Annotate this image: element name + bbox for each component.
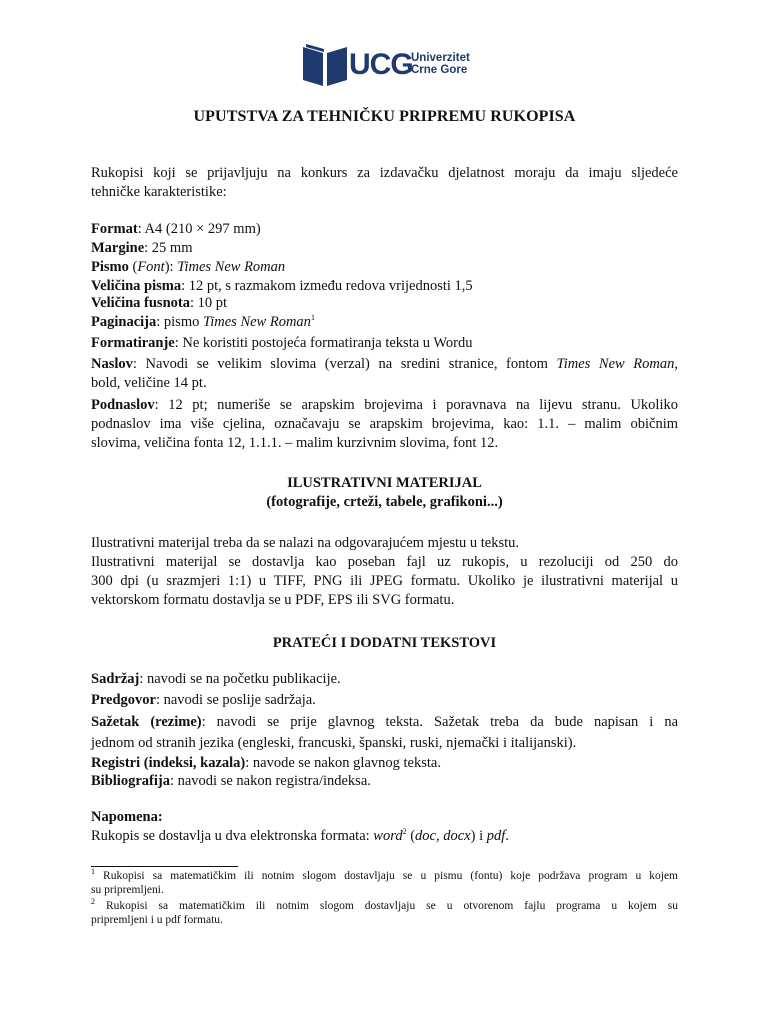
item-bibliografija: Bibliografija: navodi se nakon registra/indeksa. xyxy=(91,773,371,789)
ilustrativni-paragraph: Ilustrativni materijal treba da se nalazi na odgovarajućem mjestu u tekstu. Ilustrativni materijal se dostavlja kao poseban fajl uz rukopis, u rezoluciji od 250 do 300 dpi (u srazmjeri 1:1) u TIFF, PNG ili JPEG formatu. Ukoliko je ilustrativni materijal u vektorskom formatu dostavlja se u PDF, EPS ili SVG formatu. xyxy=(91,535,678,608)
university-logo xyxy=(303,44,473,86)
specs-list: Format: A4 (210 × 297 mm) Margine: 25 mm Pismo (Font): Times New Roman Veličina pisma: 12 pt, s razmakom između redova vrijednosti 1,5 Veličina fusnota: 10 pt Paginacija: pismo Times New Roman$^1$ Formatiranje: Ne koristiti postojeća formatiranja teksta u Wordu Naslov: Navodi se velikim slovima (verzal) na sredini stranice, fontom Times New Roman, bold, veličine 14 pt. Podnaslov: 12 pt; numeriše se arapskim brojevima i poravnava na lijevu stranu. Ukoliko podnaslov ima više cjelina, označavaju se arapskim brojevima, kao: 1.1. – malim običnim slovima, veličina fonta 12, 1.1.1. – malim kurzivnim slovima, font 12. xyxy=(91,221,678,451)
item-registri: Registri (indeksi, kazala): navode se nakon glavnog teksta. xyxy=(91,755,441,771)
item-predgovor: Predgovor: navodi se poslije sadržaja. xyxy=(91,692,316,708)
logo-subtitle: Univerzitet Crne Gore xyxy=(411,52,470,76)
spec-format: Format: A4 (210 × 297 mm) xyxy=(91,221,261,237)
prateci-list: Sadržaj: navodi se na početku publikacije. Predgovor: navodi se poslije sadržaja. Sažetak (rezime): navodi se prije glavnog teksta. Sažetak treba da bude napisan i na jednom od stranih jezika (engleski, francuski, španski, ruski, njemački i italijanski). Registri (indeksi, kazala): navode se nakon glavnog teksta. Bibliografija: navodi se nakon registra/indeksa. xyxy=(91,671,678,789)
item-sazetak: Sažetak (rezime): navodi se prije glavnog teksta. Sažetak treba da bude napisan i na xyxy=(91,714,678,730)
section-heading-prateci: PRATEĆI I DODATNI TEKSTOVI xyxy=(272,635,497,651)
spec-podnaslov: Podnaslov: 12 pt; numeriše se arapskim brojevima i poravnava na lijevu stranu. Ukoliko xyxy=(91,397,678,413)
intro-paragraph: Rukopisi koji se prijavljuju na konkurs za izdavačku djelatnost moraju da imaju sljedeće tehničke karakteristike: xyxy=(91,165,678,200)
footnote-1: $^1$ Rukopisi sa matematičkim ili notnim slogom dostavljaju se u pismu (fontu) koje podržava program u kojem su pripremljeni. xyxy=(91,867,678,896)
spec-pismo: Pismo (Font): Times New Roman xyxy=(91,259,286,275)
footnote-separator xyxy=(91,866,238,867)
section-heading-ilustrativni: ILUSTRATIVNI MATERIJAL (fotografije, crteži, tabele, grafikoni...) xyxy=(266,475,503,510)
logo-wordmark: UCG xyxy=(349,48,413,81)
footnote-2: $^2$ Rukopisi sa matematičkim ili notnim slogom dostavljaju se u otvorenom fajlu programa u kojem su pripremljeni i u pdf formatu. xyxy=(91,897,678,926)
spec-velicina-pisma: Veličina pisma: 12 pt, s razmakom između redova vrijednosti 1,5 xyxy=(91,278,473,294)
spec-paginacija: Paginacija: pismo Times New Roman$^1$ xyxy=(91,313,315,330)
document-title: UPUTSTVA ZA TEHNIČKU PRIPREMU RUKOPISA xyxy=(193,108,576,125)
spec-naslov: Naslov: Navodi se velikim slovima (verzal) na sredini stranice, fontom Times New Roman, xyxy=(91,356,678,372)
book-logo-icon xyxy=(303,44,347,86)
item-sadrzaj: Sadržaj: navodi se na početku publikacije. xyxy=(91,671,341,687)
napomena: Napomena: Rukopis se dostavlja u dva elektronska formata: word$^2$ (doc, docx) i pdf. xyxy=(91,809,509,844)
spec-formatiranje: Formatiranje: Ne koristiti postojeća formatiranja teksta u Wordu xyxy=(91,335,473,351)
spec-margine: Margine: 25 mm xyxy=(91,240,193,256)
spec-velicina-fusnota: Veličina fusnota: 10 pt xyxy=(91,295,228,311)
